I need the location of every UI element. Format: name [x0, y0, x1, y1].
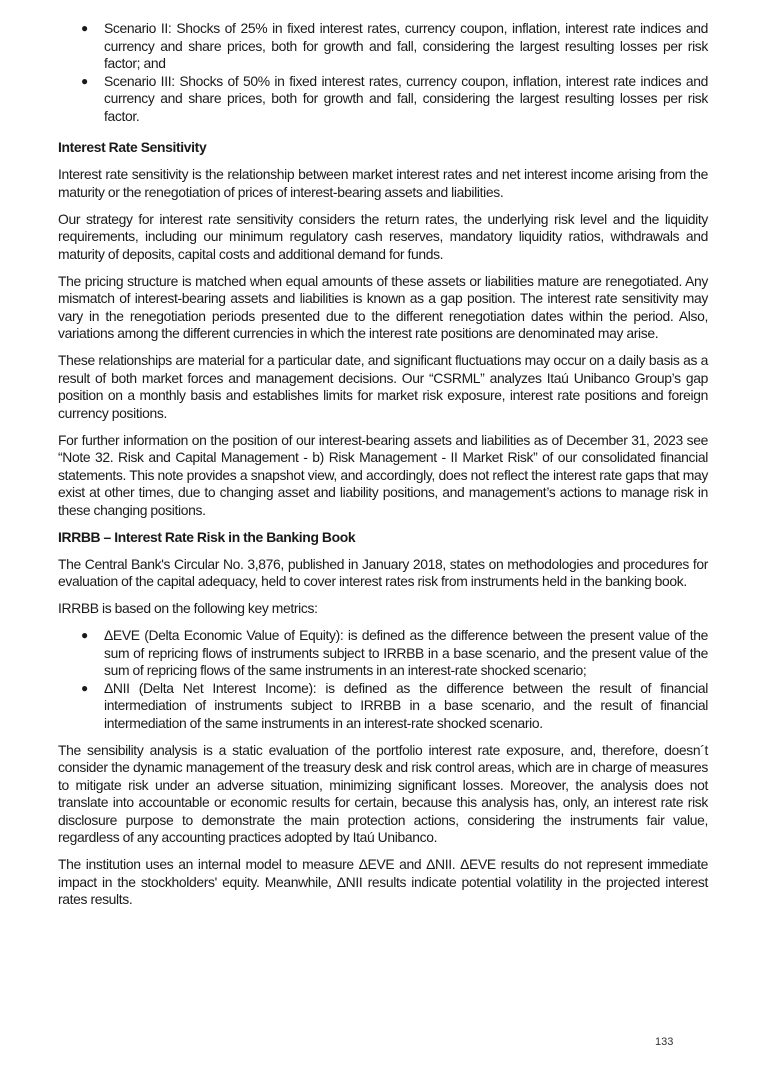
- bullet-icon: ●: [81, 21, 88, 35]
- list-item-text: ΔEVE (Delta Economic Value of Equity): is defined as the difference between the present value of the sum of repricing flows of instruments subject to IRRBB in a base scenario, and the present value of the sum of repricing flows of the same instruments in an interest-rate shocked scenario;: [104, 627, 708, 678]
- paragraph: The sensibility analysis is a static evaluation of the portfolio interest rate exposure, and, therefore, doesn´t consider the dynamic management of the treasury desk and risk control areas, which are in charge of measures to mitigate risk under an adverse situation, minimizing significant losses. Moreover, the analysis does not translate into accountable or economic results for certain, because this analysis has, only, an interest rate risk disclosure purpose to demonstrate the main protection actions, considering the instruments fair value, regardless of any accounting practices adopted by Itaú Unibanco.: [58, 741, 708, 845]
- paragraph: The pricing structure is matched when equal amounts of these assets or liabilities mature are renegotiated. Any mismatch of interest-bearing assets and liabilities is known as a gap position. The interest rate sensitivity may vary in the renegotiation periods presented due to the different renegotiation dates within the period. Also, variations among the different currencies in which the interest rate positions are denominated may arise.: [58, 272, 708, 341]
- list-item-text: ΔNII (Delta Net Interest Income): is defined as the difference between the result of financial intermediation of instruments subject to IRRBB in a base scenario, and the result of financial intermediation of the same instruments in an interest-rate shocked scenario.: [104, 679, 708, 731]
- list-item: [58, 680, 708, 733]
- list-item-text: Scenario II: Shocks of 25% in fixed interest rates, currency coupon, inflation, interest rate indices and currency and share prices, both for growth and fall, considering the largest resulting losses per risk factor; and: [104, 20, 708, 71]
- list-item: [58, 20, 708, 73]
- list-item: [58, 627, 708, 680]
- list-item-text: Scenario III: Shocks of 50% in fixed interest rates, currency coupon, inflation, interest rate indices and currency and share prices, both for growth and fall, considering the largest resulting losses per risk factor.: [104, 72, 708, 124]
- scenario-list: [58, 20, 708, 125]
- document-page: [58, 20, 708, 918]
- page-number: 133: [655, 1036, 674, 1048]
- paragraph: Interest rate sensitivity is the relationship between market interest rates and net interest income arising from the maturity or the renegotiation of prices of interest-bearing assets and liabilities.: [58, 166, 708, 200]
- paragraph: For further information on the position of our interest-bearing assets and liabilities as of December 31, 2023 see “Note 32. Risk and Capital Management - b) Risk Management - II Market Risk” of our consolidated financial statements. This note provides a snapshot view, and accordingly, does not reflect the interest rate gaps that may exist at other times, due to changing asset and liability positions, and management’s actions to manage risk in these changing positions.: [58, 431, 708, 518]
- section-heading: IRRBB – Interest Rate Risk in the Banking Book: [58, 528, 356, 545]
- section-heading: Interest Rate Sensitivity: [58, 139, 207, 155]
- list-item: [58, 73, 708, 126]
- bullet-icon: ●: [81, 680, 88, 695]
- paragraph: The Central Bank's Circular No. 3,876, published in January 2018, states on methodologies and procedures for evaluation of the capital adequacy, held to cover interest rates risk from instruments held in the banking book.: [58, 555, 708, 589]
- paragraph: The institution uses an internal model to measure ΔEVE and ΔNII. ΔEVE results do not represent immediate impact in the stockholders' equity. Meanwhile, ΔNII results indicate potential volatility in the projected interest rates results.: [58, 856, 708, 907]
- metrics-list: [58, 627, 708, 732]
- paragraph: IRRBB is based on the following key metrics:: [58, 600, 318, 616]
- paragraph: Our strategy for interest rate sensitivity considers the return rates, the underlying risk level and the liquidity requirements, including our minimum regulatory cash reserves, mandatory liquidity ratios, withdrawals and maturity of deposits, capital costs and additional demand for funds.: [58, 210, 708, 262]
- bullet-icon: ●: [81, 73, 88, 88]
- paragraph: These relationships are material for a particular date, and significant fluctuations may occur on a daily basis as a result of both market forces and management decisions. Our “CSRML” analyzes Itaú Unibanco Group’s gap position on a monthly basis and establishes limits for market risk exposure, interest rate positions and foreign currency positions.: [58, 352, 708, 421]
- bullet-icon: ●: [81, 628, 88, 642]
